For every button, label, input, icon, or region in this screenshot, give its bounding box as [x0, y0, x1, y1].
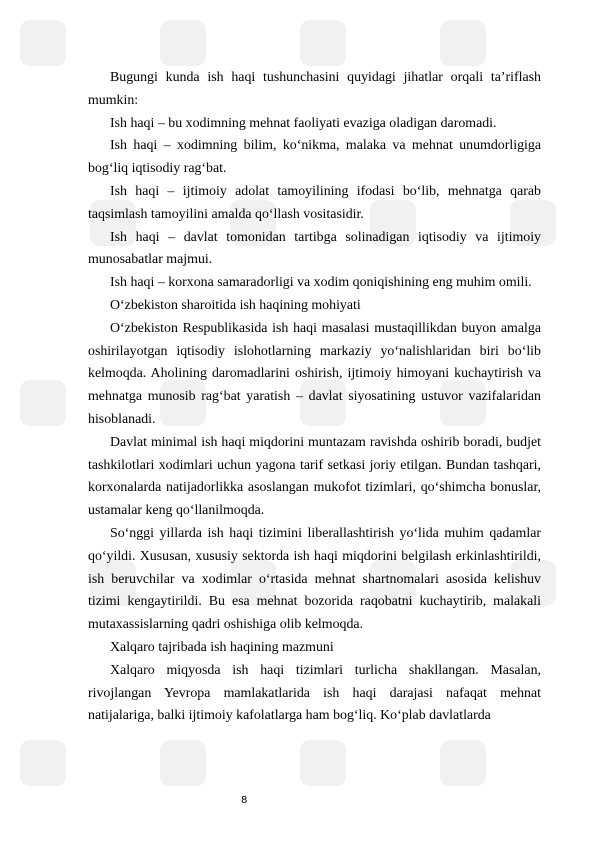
paragraph: Ish haqi – davlat tomonidan tartibga solinadigan iqtisodiy va ijtimoiy munosabatlar majmui. [88, 229, 541, 268]
paragraph: Ish haqi – korxona samaradorligi va xodim qoniqishining eng muhim omili. [110, 275, 532, 291]
section-heading: O‘zbekiston sharoitida ish haqining mohiyati [110, 297, 361, 313]
paragraph: So‘nggi yillarda ish haqi tizimini liberallashtirish yo‘lida muhim qadamlar qo‘yildi. Xususan, xususiy sektorda ish haqi miqdorini belgilash erkinlashtirildi, ish beruvchilar va xodimlar o‘rtasida mehnat shartnomalari asosida kelishuv tizimi kengaytirildi. Bu esa mehnat bozorida raqobatni kuchaytirib, malakali mutaxassislarning qadri oshishiga olib kelmoqda. [88, 525, 541, 633]
paragraph: Davlat minimal ish haqi miqdorini muntazam ravishda oshirib boradi, budjet tashkilotlari xodimlari uchun yagona tarif setkasi joriy etilgan. Bundan tashqari, korxonalarda natijadorlikka asoslangan mukofot tizimlari, qo‘shimcha bonuslar, ustamalar keng qo‘llanilmoqda. [88, 434, 541, 519]
document-body [88, 67, 541, 728]
paragraph: Ish haqi – ijtimoiy adolat tamoyilining ifodasi bo‘lib, mehnatga qarab taqsimlash tamoyilini amalda qo‘llash vositasidir. [88, 183, 541, 222]
paragraph: Xalqaro miqyosda ish haqi tizimlari turlicha shakllangan. Masalan, rivojlangan Yevropa mamlakatlarida ish haqi darajasi nafaqat mehnat natijalariga, balki ijtimoiy kafolatlarga ham bog‘liq. Ko‘plab davlatlarda [88, 662, 541, 724]
paragraph: Ish haqi – xodimning bilim, ko‘nikma, malaka va mehnat unumdorligiga bog‘liq iqtisodiy rag‘bat. [88, 138, 541, 177]
page-number: 8 [241, 795, 248, 806]
section-heading: Xalqaro tajribada ish haqining mazmuni [110, 639, 334, 655]
paragraph: Ish haqi – bu xodimning mehnat faoliyati evaziga oladigan daromadi. [110, 115, 497, 131]
paragraph: Bugungi kunda ish haqi tushunchasini quyidagi jihatlar orqali ta’riflash mumkin: [88, 70, 541, 108]
paragraph: O‘zbekiston Respublikasida ish haqi masalasi mustaqillikdan buyon amalga oshirilayotgan iqtisodiy islohotlarning markaziy yo‘nalishlaridan biri bo‘lib kelmoqda. Aholining daromadlarini oshirish, ijtimoiy himoyani kuchaytirish va mehnatga munosib rag‘bat yaratish – davlat siyosatining ustuvor vazifalaridan hisoblanadi. [88, 320, 541, 427]
